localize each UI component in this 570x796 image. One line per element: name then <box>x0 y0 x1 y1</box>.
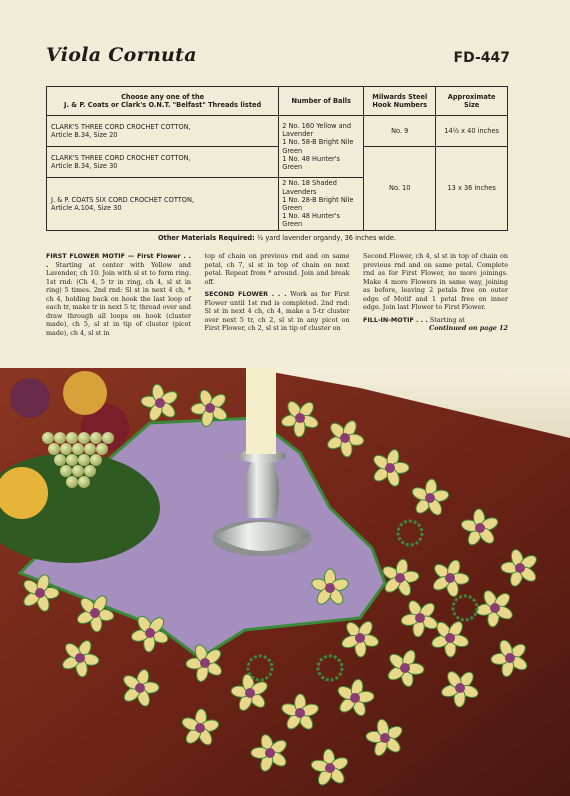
balls-header: Number of Balls <box>279 87 364 116</box>
balls-cell <box>279 178 364 231</box>
instruction-text: Work as for First Flower until 1st rnd is completed. 2nd rnd: Sl st in next 4 ch, ch 4, make a 5-tr cluster over next 5 tr, ch 2, sl st in any picot on First Flower, ch 2, sl st in tip of cluster on <box>204 290 350 333</box>
candlestick-stem <box>245 460 279 518</box>
grape <box>78 454 90 466</box>
cotton-cell <box>47 178 279 231</box>
pattern-code: FD-447 <box>453 50 510 66</box>
materials-text: ½ yard lavender organdy, 36 inches wide. <box>256 234 397 242</box>
section-heading: FIRST FLOWER MOTIF — First Flower . . . <box>46 252 191 269</box>
cotton-article: Article B.34, Size 30 <box>51 162 118 170</box>
instruction-column-3 <box>363 252 508 362</box>
balls-line: 2 No. 160 Yellow and Lavender <box>282 121 352 139</box>
cotton-name: CLARK'S THREE CORD CROCHET COTTON, <box>51 153 191 162</box>
doily-photo <box>0 368 570 796</box>
grape <box>54 432 66 444</box>
balls-line: 1 No. 58-B Bright Nile Green <box>282 138 354 155</box>
instruction-text: Second Flower, ch 4, sl st in top of chain on previous rnd and on same petal. Complete rnd as for First Flower, no more joinings. Make 4 more Flowers in same way, joining as before, leaving 2 petals free on outer edge of Motif and 1 petal free on inner edge. Join last Flower to First Flower. <box>363 252 508 312</box>
thread-choice-header <box>47 87 279 116</box>
cotton-cell <box>47 147 279 178</box>
instruction-column-1 <box>46 252 191 362</box>
hook-cell: No. 9 <box>364 116 436 147</box>
balls-line: 1 No. 48 Hunter's Green <box>282 154 340 171</box>
size-cell: 13 x 36 inches <box>436 147 508 231</box>
balls-cell <box>279 116 364 178</box>
balls-line: 1 No. 28-B Bright Nile Green <box>282 195 354 212</box>
grape <box>90 432 102 444</box>
grape-cluster-dark <box>10 378 50 418</box>
grape <box>84 465 96 477</box>
grape <box>54 454 66 466</box>
grape <box>78 476 90 488</box>
hook-header-line: Milwards Steel <box>372 92 428 101</box>
table-row <box>47 116 508 147</box>
table-row <box>47 147 508 178</box>
pattern-title: Viola Cornuta <box>46 44 197 66</box>
instruction-paragraph <box>363 316 508 333</box>
grape <box>102 432 114 444</box>
thread-table <box>46 86 508 231</box>
cotton-name: CLARK'S THREE CORD CROCHET COTTON, <box>51 122 191 131</box>
size-header-line: Approximate <box>447 92 496 101</box>
grape <box>48 443 60 455</box>
hook-header-line: Hook Numbers <box>372 101 428 109</box>
grape <box>90 454 102 466</box>
balls-line: 1 No. 48 Hunter's Green <box>282 212 340 229</box>
grape <box>66 432 78 444</box>
table-header-row <box>47 87 508 116</box>
grape <box>60 443 72 455</box>
instruction-text: Starting at <box>429 315 465 324</box>
grape <box>66 476 78 488</box>
grape <box>72 465 84 477</box>
candle <box>246 368 276 454</box>
cotton-cell <box>47 116 279 147</box>
cotton-name: J. & P. COATS SIX CORD CROCHET COTTON, <box>51 195 194 204</box>
section-heading: SECOND FLOWER . . . <box>204 290 287 299</box>
size-header <box>436 87 508 116</box>
other-materials <box>46 234 508 242</box>
instruction-paragraph <box>205 290 350 333</box>
balls-line: 2 No. 18 Shaded Lavenders <box>282 179 337 196</box>
grape <box>66 454 78 466</box>
instruction-column-2 <box>205 252 350 362</box>
doily-photo-illustration <box>0 368 570 796</box>
cotton-article: Article B.34, Size 20 <box>51 131 118 139</box>
instruction-paragraph <box>205 252 350 286</box>
grape <box>84 443 96 455</box>
instruction-paragraph <box>363 252 508 312</box>
instruction-text: Starting at center with Yellow and Lavender, ch 10. Join with sl st to form ring. 1st rnd: (Ch 4, 5 tr in ring, ch 4, sl st in ring) 5 times. 2nd rnd: Sl st in next 4 ch, * ch 4, holding back on hook the last loop of each tr, make tr in next 5 tr, thread over and draw through all loops on hook (cluster made), ch 5, sl st in tip of cluster (picot made), ch 4, sl st in <box>46 260 191 337</box>
grape <box>78 432 90 444</box>
instruction-paragraph <box>46 252 191 337</box>
thread-choice-header-line: J. & P. Coats or Clark's O.N.T. "Belfast" Threads listed <box>64 101 262 109</box>
section-heading: FILL-IN-MOTIF . . . <box>363 315 428 324</box>
size-cell: 14½ x 40 inches <box>436 116 508 147</box>
hook-header <box>364 87 436 116</box>
grape <box>60 465 72 477</box>
materials-label: Other Materials Required: <box>157 234 255 242</box>
orange <box>63 371 107 415</box>
continued-note: Continued on page 12 <box>429 324 508 333</box>
hook-cell: No. 10 <box>364 147 436 231</box>
cotton-article: Article A.104, Size 30 <box>51 204 122 212</box>
grape <box>96 443 108 455</box>
instruction-text: top of chain on previous rnd and on same petal, ch 7, sl st in top of chain on next petal. Repeat from * around. Join and break off. <box>204 252 350 286</box>
size-header-line: Size <box>463 101 480 109</box>
thread-choice-header-line: Choose any one of the <box>121 92 205 101</box>
grape <box>72 443 84 455</box>
instructions <box>46 252 508 362</box>
grape <box>42 432 54 444</box>
